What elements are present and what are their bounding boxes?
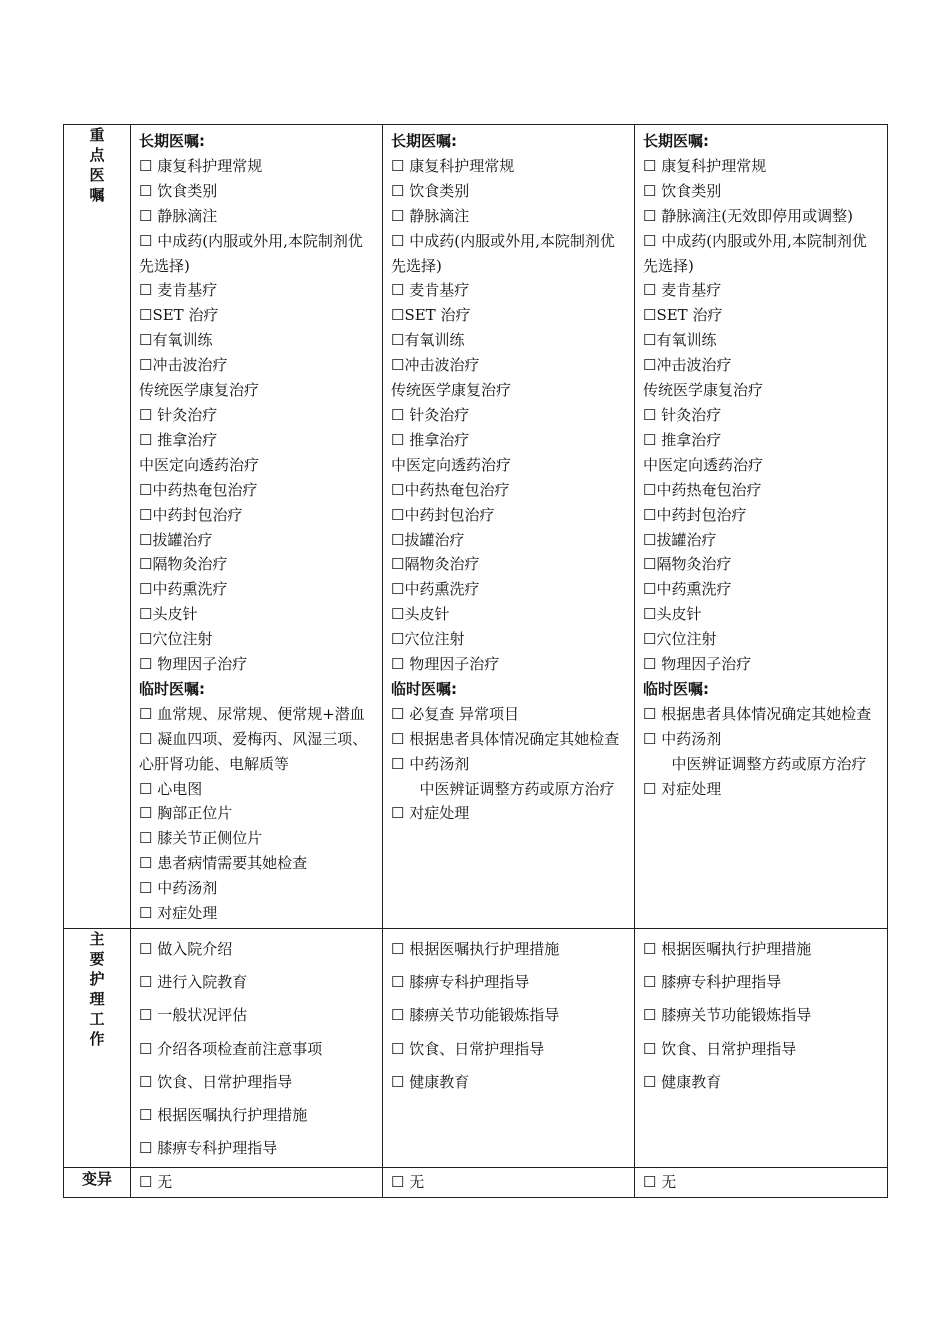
checklist-item: ☐拔罐治疗 — [643, 530, 717, 549]
checklist-item: ☐ 对症处理 — [391, 804, 470, 823]
nursing-label: 主要护理工作 — [89, 930, 105, 1048]
checklist-item: ☐ 进行入院教育 — [139, 973, 248, 992]
checklist-item: ☐ 做入院介绍 — [139, 940, 233, 958]
nursing-day-2-cell — [383, 929, 635, 1168]
checklist-item: ☐ 饮食类别 — [643, 181, 722, 200]
checklist-item: ☐冲击波治疗 — [643, 356, 732, 375]
checklist-item: ☐ 健康教育 — [643, 1072, 722, 1091]
checklist-item: ☐ 针灸治疗 — [391, 405, 470, 424]
checklist-item: 中医辨证调整方药或原方治疗 — [671, 754, 867, 773]
checklist-item: ☐ 康复科护理常规 — [643, 156, 767, 175]
checklist-item: ☐ 凝血四项、爱梅丙、风湿三项、心肝肾功能、电解质等 — [139, 729, 368, 773]
checklist-item: ☐中药封包治疗 — [139, 505, 243, 524]
checklist-item: ☐隔物灸治疗 — [391, 555, 480, 574]
checklist-item: ☐ 静脉滴注 — [139, 206, 218, 225]
checklist-item: ☐中药热奄包治疗 — [139, 480, 258, 499]
checklist-item: ☐ 膝痹关节功能锻炼指导 — [391, 1006, 560, 1025]
variation-day-2-cell — [383, 1168, 635, 1198]
checklist-item: ☐ 根据患者具体情况确定其她检查 — [391, 729, 620, 748]
checklist-item: ☐ 健康教育 — [391, 1072, 470, 1091]
checklist-item: ☐ 麦肯基疗 — [643, 281, 722, 300]
checklist-item: ☐ 一般状况评估 — [139, 1006, 248, 1025]
checklist-item: ☐ 饮食、日常护理指导 — [643, 1039, 797, 1058]
checklist-item: ☐有氧训练 — [391, 331, 465, 350]
checklist-item: ☐头皮针 — [391, 605, 450, 624]
checklist-item: 中医定向透药治疗 — [391, 455, 512, 474]
variation-day-3-cell — [635, 1168, 888, 1198]
orders-day-3-list — [635, 125, 887, 803]
variation-day-1-value: ☐ 无 — [139, 1173, 173, 1192]
checklist-item: ☐ 对症处理 — [139, 904, 218, 923]
checklist-item: 传统医学康复治疗 — [643, 381, 764, 400]
section-heading: 临时医嘱: — [643, 679, 709, 698]
checklist-item: ☐中药熏洗疗 — [391, 580, 480, 599]
checklist-item: ☐ 对症处理 — [643, 779, 722, 798]
checklist-item: ☐ 针灸治疗 — [139, 405, 218, 424]
checklist-item: ☐ 推拿治疗 — [139, 430, 218, 449]
checklist-item: ☐ 必复查 异常项目 — [391, 704, 519, 723]
checklist-item: ☐冲击波治疗 — [391, 356, 480, 375]
checklist-item: ☐ 中药汤剂 — [643, 729, 722, 748]
checklist-item: ☐SET 治疗 — [391, 306, 471, 325]
checklist-item: ☐ 静脉滴注(无效即停用或调整) — [643, 206, 853, 225]
section-heading: 长期医嘱: — [643, 132, 709, 150]
checklist-item: ☐ 饮食类别 — [139, 181, 218, 200]
checklist-item: ☐ 物理因子治疗 — [391, 655, 500, 674]
variation-day-2-value: ☐ 无 — [391, 1173, 425, 1192]
variation-day-1-cell — [131, 1168, 383, 1198]
checklist-item: ☐ 饮食、日常护理指导 — [139, 1072, 293, 1091]
checklist-item: ☐SET 治疗 — [139, 306, 219, 325]
checklist-item: ☐ 中成药(内服或外用,本院制剂优先选择) — [391, 231, 615, 275]
checklist-item: ☐ 中成药(内服或外用,本院制剂优先选择) — [643, 231, 867, 275]
checklist-item: ☐ 静脉滴注 — [391, 206, 470, 225]
checklist-item: ☐穴位注射 — [643, 630, 717, 649]
section-heading: 临时医嘱: — [139, 679, 205, 698]
checklist-item: ☐ 麦肯基疗 — [391, 281, 470, 300]
checklist-item: ☐拔罐治疗 — [139, 530, 213, 549]
checklist-item: ☐ 饮食、日常护理指导 — [391, 1039, 545, 1058]
checklist-item: ☐ 中药汤剂 — [139, 879, 218, 898]
checklist-item: ☐有氧训练 — [643, 331, 717, 350]
clinical-pathway-table — [63, 124, 888, 1198]
checklist-item: ☐ 物理因子治疗 — [139, 655, 248, 674]
checklist-item: ☐ 中药汤剂 — [391, 754, 470, 773]
checklist-item: ☐ 膝痹专科护理指导 — [139, 1139, 278, 1158]
checklist-item: ☐ 中成药(内服或外用,本院制剂优先选择) — [139, 231, 363, 275]
variation-row — [64, 1168, 888, 1198]
checklist-item: ☐ 膝痹关节功能锻炼指导 — [643, 1006, 812, 1025]
checklist-item: ☐ 推拿治疗 — [391, 430, 470, 449]
checklist-item: ☐穴位注射 — [391, 630, 465, 649]
checklist-item: ☐隔物灸治疗 — [643, 555, 732, 574]
section-heading: 临时医嘱: — [391, 679, 457, 698]
nursing-day-1-list — [131, 929, 382, 1167]
checklist-item: 中医定向透药治疗 — [139, 455, 260, 474]
checklist-item: ☐ 胸部正位片 — [139, 804, 233, 823]
checklist-item: ☐隔物灸治疗 — [139, 555, 228, 574]
variation-label: 变异 — [81, 1170, 112, 1189]
checklist-item: ☐中药熏洗疗 — [643, 580, 732, 599]
checklist-item: ☐ 介绍各项检查前注意事项 — [139, 1039, 323, 1058]
nursing-day-2-list — [383, 929, 634, 1101]
checklist-item: ☐ 膝痹专科护理指导 — [643, 973, 782, 992]
checklist-item: ☐ 根据患者具体情况确定其她检查 — [643, 704, 872, 723]
section-heading: 长期医嘱: — [391, 132, 457, 150]
checklist-item: ☐ 血常规、尿常规、便常规+潜血 — [139, 704, 365, 723]
checklist-item: ☐中药热奄包治疗 — [643, 480, 762, 499]
nursing-day-3-list — [635, 929, 887, 1101]
checklist-item: 传统医学康复治疗 — [139, 381, 260, 400]
variation-day-3-value: ☐ 无 — [643, 1173, 677, 1192]
orders-day-3-cell — [635, 125, 888, 929]
checklist-item: ☐中药热奄包治疗 — [391, 480, 510, 499]
checklist-item: ☐穴位注射 — [139, 630, 213, 649]
checklist-item: ☐中药封包治疗 — [391, 505, 495, 524]
checklist-item: ☐ 物理因子治疗 — [643, 655, 752, 674]
checklist-item: ☐ 根据医嘱执行护理措施 — [391, 940, 560, 958]
checklist-item: ☐ 针灸治疗 — [643, 405, 722, 424]
checklist-item: ☐ 麦肯基疗 — [139, 281, 218, 300]
nursing-day-1-cell — [131, 929, 383, 1168]
orders-row-header — [64, 125, 131, 929]
checklist-item: ☐ 膝关节正侧位片 — [139, 829, 263, 848]
orders-label: 重点医嘱 — [89, 126, 105, 204]
section-heading: 长期医嘱: — [139, 132, 205, 150]
checklist-item: ☐头皮针 — [643, 605, 702, 624]
checklist-item: ☐冲击波治疗 — [139, 356, 228, 375]
orders-day-1-list — [131, 125, 382, 928]
checklist-item: ☐SET 治疗 — [643, 306, 723, 325]
checklist-item: ☐ 推拿治疗 — [643, 430, 722, 449]
checklist-item: ☐中药封包治疗 — [643, 505, 747, 524]
checklist-item: ☐ 饮食类别 — [391, 181, 470, 200]
checklist-item: 中医辨证调整方药或原方治疗 — [419, 779, 615, 798]
nursing-day-3-cell — [635, 929, 888, 1168]
checklist-item: ☐ 康复科护理常规 — [391, 156, 515, 175]
nursing-row — [64, 929, 888, 1168]
orders-row — [64, 125, 888, 929]
checklist-item: ☐有氧训练 — [139, 331, 213, 350]
checklist-item: ☐ 心电图 — [139, 779, 203, 798]
checklist-item: ☐ 患者病情需要其她检查 — [139, 854, 308, 873]
checklist-item: ☐ 膝痹专科护理指导 — [391, 973, 530, 992]
checklist-item: ☐头皮针 — [139, 605, 198, 624]
checklist-item: 中医定向透药治疗 — [643, 455, 764, 474]
checklist-item: ☐中药熏洗疗 — [139, 580, 228, 599]
orders-day-1-cell — [131, 125, 383, 929]
checklist-item: ☐拔罐治疗 — [391, 530, 465, 549]
checklist-item: ☐ 康复科护理常规 — [139, 156, 263, 175]
orders-day-2-list — [383, 125, 634, 828]
nursing-row-header — [64, 929, 131, 1168]
orders-day-2-cell — [383, 125, 635, 929]
checklist-item: ☐ 根据医嘱执行护理措施 — [643, 940, 812, 958]
checklist-item: 传统医学康复治疗 — [391, 381, 512, 400]
checklist-item: ☐ 根据医嘱执行护理措施 — [139, 1106, 308, 1125]
variation-row-header — [64, 1168, 131, 1198]
